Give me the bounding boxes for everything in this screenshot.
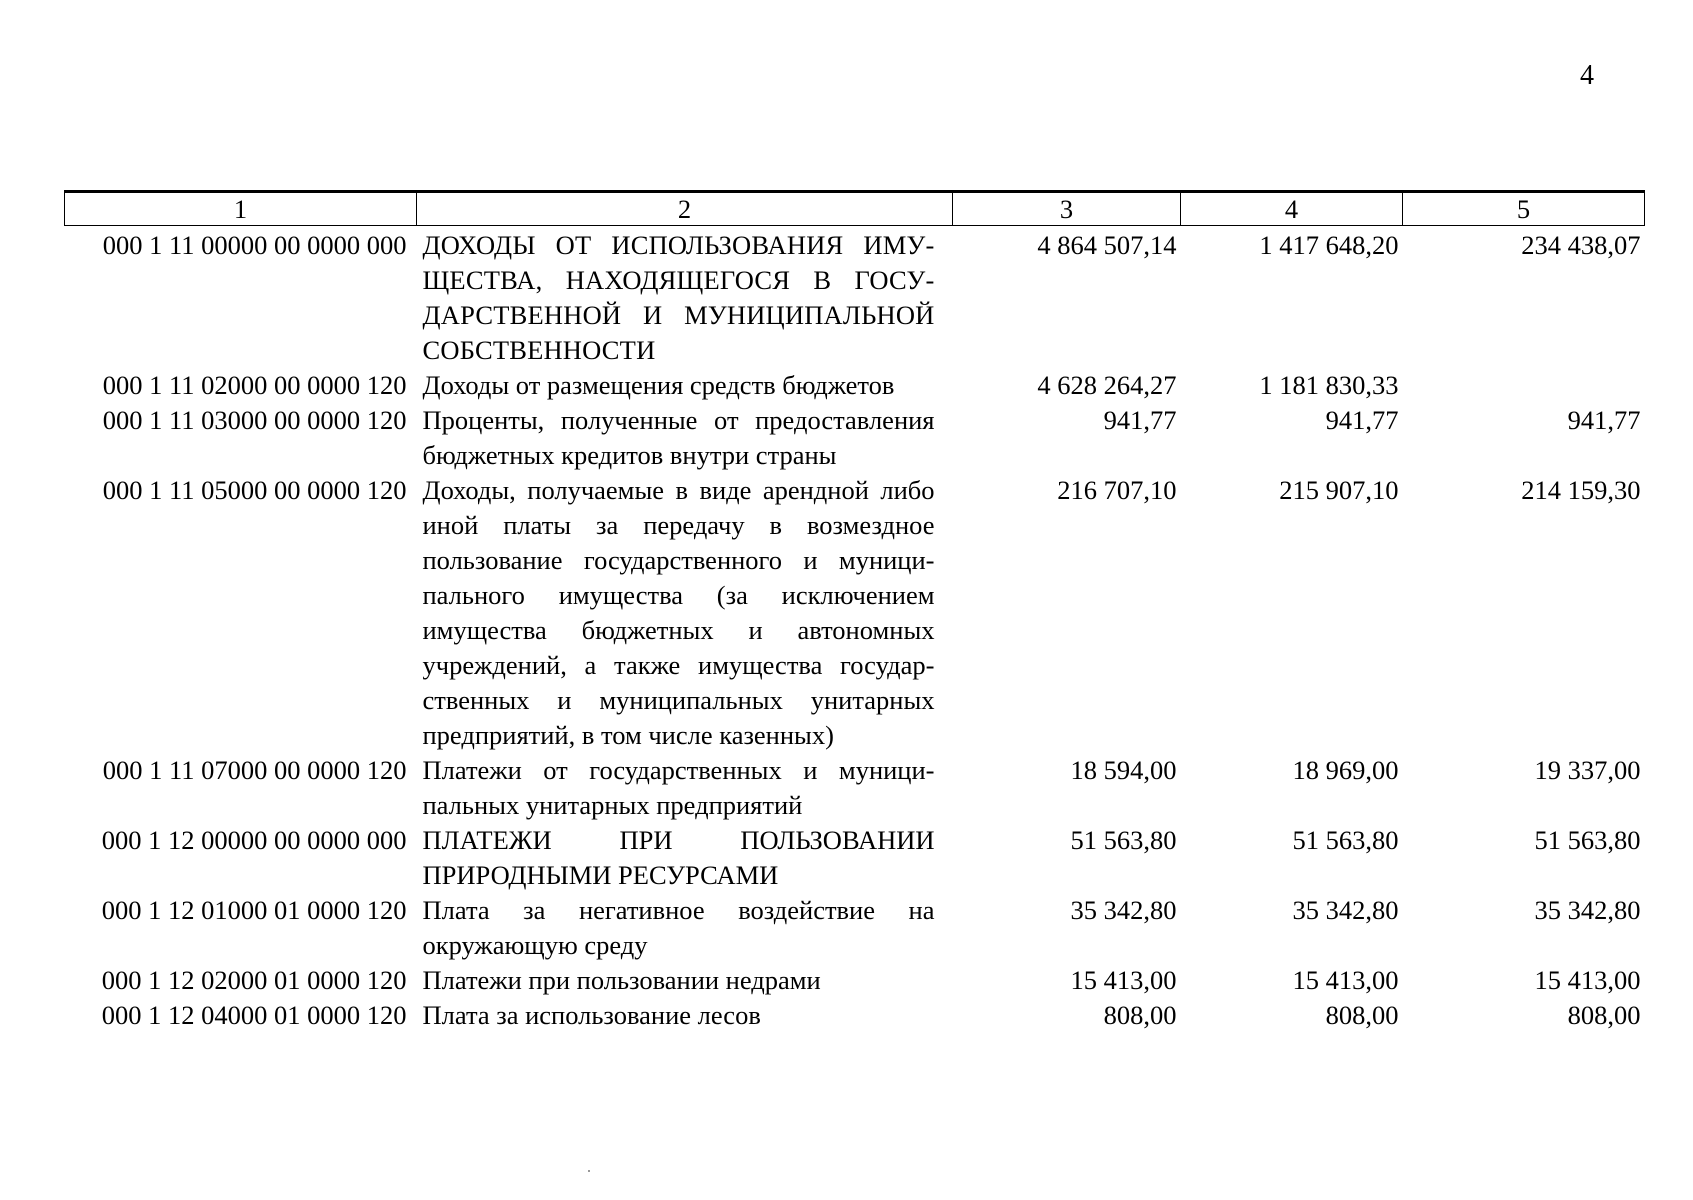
row-name: Доходы от размещения средств бюджетов: [422, 370, 895, 400]
table-row: [65, 753, 1645, 823]
table-row: [65, 823, 1645, 893]
row-name: Платежи от государственных и муници-пальных унитарных предприятий: [422, 755, 935, 820]
row-value-3: 51 563,80: [1070, 825, 1177, 855]
row-value-3: 4 864 507,14: [1037, 230, 1177, 260]
row-value-5: 214 159,30: [1521, 475, 1641, 505]
row-code: 000 1 11 07000 00 0000 120: [102, 755, 407, 785]
header-col-4: 4: [1181, 192, 1403, 226]
row-value-4: 215 907,10: [1279, 475, 1399, 505]
row-name: Платежи при пользовании недрами: [422, 965, 821, 995]
row-name: Проценты, полученные от предоставления бюджетных кредитов внутри страны: [422, 405, 935, 470]
row-name: Доходы, получаемые в виде арендной либо иной платы за передачу в возмездное пользование государственного и муници-пального имущества (за исключением имущества бюджетных и автономных учреждений, а также имущества государ-ственных и муниципальных унитарных предприятий, в том числе казенных): [422, 475, 935, 750]
row-code: 000 1 12 00000 00 0000 000: [101, 825, 407, 855]
row-code: 000 1 12 02000 01 0000 120: [101, 965, 407, 995]
row-value-5: 35 342,80: [1534, 895, 1641, 925]
row-value-3: 18 594,00: [1070, 755, 1177, 785]
row-code: 000 1 11 02000 00 0000 120: [102, 370, 407, 400]
row-value-4: 51 563,80: [1292, 825, 1399, 855]
row-value-5: 808,00: [1567, 1000, 1641, 1030]
header-col-2: 2: [417, 192, 953, 226]
header-row: [65, 192, 1645, 226]
header-col-1: 1: [65, 192, 417, 226]
table-row: [65, 226, 1645, 369]
row-value-4: 941,77: [1325, 405, 1399, 435]
header-col-5: 5: [1403, 192, 1645, 226]
row-value-5: 941,77: [1567, 405, 1641, 435]
row-name: Плата за негативное воздействие на окружающую среду: [422, 895, 935, 960]
table-row: [65, 368, 1645, 403]
table-row: [65, 893, 1645, 963]
row-value-3: 808,00: [1103, 1000, 1177, 1030]
row-value-3: 15 413,00: [1070, 965, 1177, 995]
row-value-5: 19 337,00: [1534, 755, 1641, 785]
table-body: [65, 226, 1645, 1034]
row-name: ДОХОДЫ ОТ ИСПОЛЬЗОВАНИЯ ИМУ-ЩЕСТВА, НАХОДЯЩЕГОСЯ В ГОСУ-ДАРСТВЕННОЙ И МУНИЦИПАЛЬНОЙ СОБСТВЕННОСТИ: [422, 230, 935, 365]
row-value-3: 941,77: [1103, 405, 1177, 435]
scan-speck: [588, 1170, 590, 1172]
header-col-3: 3: [953, 192, 1181, 226]
row-name: Плата за использование лесов: [422, 1000, 761, 1030]
row-value-4: 35 342,80: [1292, 895, 1399, 925]
row-value-4: 18 969,00: [1292, 755, 1399, 785]
row-value-5: 15 413,00: [1534, 965, 1641, 995]
row-value-4: 15 413,00: [1292, 965, 1399, 995]
table-row: [65, 963, 1645, 998]
row-value-4: 1 417 648,20: [1259, 230, 1399, 260]
row-value-4: 1 181 830,33: [1259, 370, 1399, 400]
row-value-5: 234 438,07: [1521, 230, 1641, 260]
row-code: 000 1 12 01000 01 0000 120: [101, 895, 407, 925]
row-code: 000 1 11 03000 00 0000 120: [102, 405, 407, 435]
row-value-4: 808,00: [1325, 1000, 1399, 1030]
row-code: 000 1 11 00000 00 0000 000: [102, 230, 407, 260]
row-value-3: 216 707,10: [1057, 475, 1177, 505]
row-code: 000 1 12 04000 01 0000 120: [101, 1000, 407, 1030]
row-value-3: 4 628 264,27: [1037, 370, 1177, 400]
table-header: [65, 192, 1645, 226]
page-number: 4: [1580, 60, 1594, 91]
table-row: [65, 403, 1645, 473]
row-value-3: 35 342,80: [1070, 895, 1177, 925]
table-row: [65, 473, 1645, 753]
table-row: [65, 998, 1645, 1033]
revenue-table: [64, 190, 1645, 1033]
row-value-5: [1403, 368, 1645, 403]
row-value-5: 51 563,80: [1534, 825, 1641, 855]
row-name: ПЛАТЕЖИ ПРИ ПОЛЬЗОВАНИИ ПРИРОДНЫМИ РЕСУРСАМИ: [422, 825, 935, 890]
row-code: 000 1 11 05000 00 0000 120: [102, 475, 407, 505]
